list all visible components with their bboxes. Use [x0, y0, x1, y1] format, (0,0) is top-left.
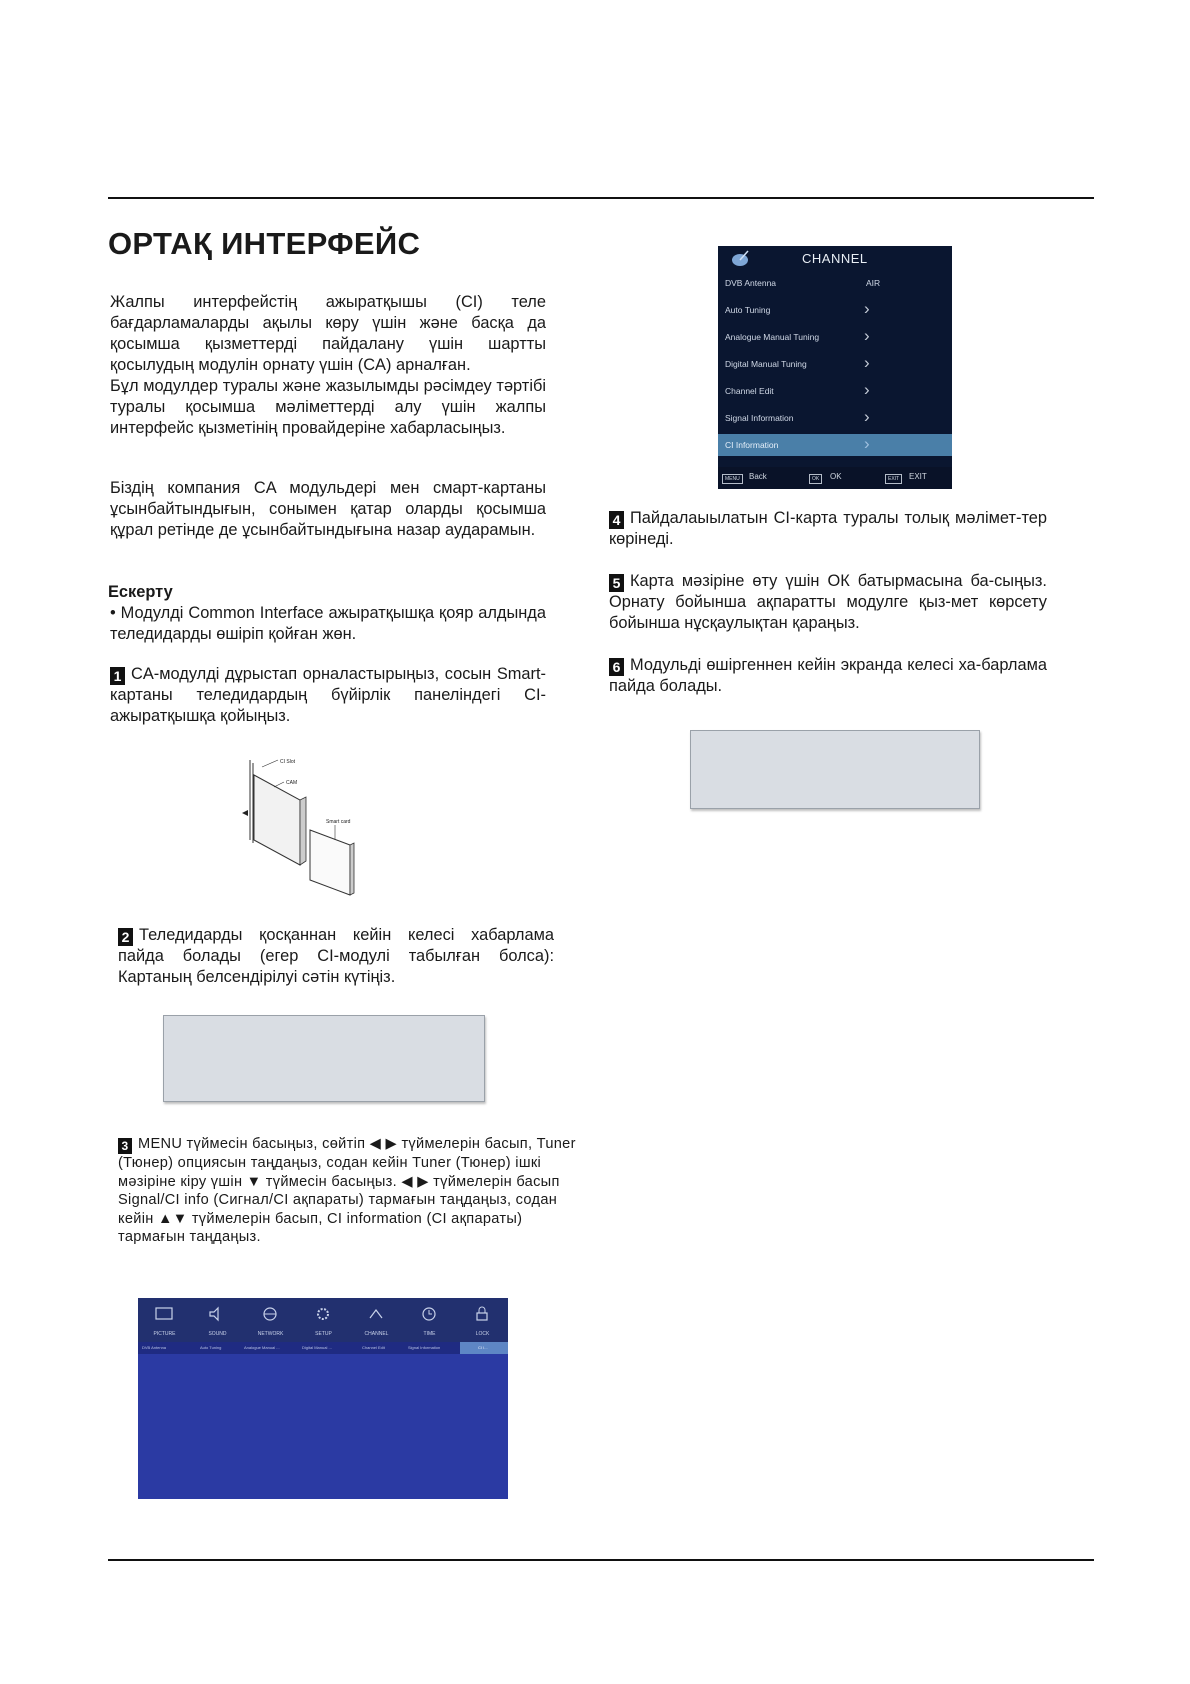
gear-icon: [313, 1306, 333, 1322]
submenu-item[interactable]: Analogue Manual ...: [244, 1345, 280, 1350]
chevron-right-icon: ›: [864, 380, 870, 399]
exit-key-icon: EXIT: [885, 474, 902, 484]
step-4: 4 Пайдалаыылатын CI-карта туралы толық мәлімет-тер көрінеді.: [609, 509, 1047, 548]
channel-menu-footer: [718, 467, 952, 489]
tv-menu-tab-bar: [138, 1298, 508, 1342]
diagram-label-cam: CAM: [286, 780, 298, 786]
chevron-right-icon: ›: [864, 353, 870, 372]
step-1-number: 1: [110, 667, 125, 685]
ok-key-icon: OK: [809, 474, 822, 484]
menu-item-auto-tuning[interactable]: Auto Tuning ›: [725, 299, 870, 318]
step-3-number: 3: [118, 1138, 132, 1154]
globe-icon: [260, 1306, 280, 1322]
menu-key-icon: MENU: [722, 474, 743, 484]
chevron-right-icon: ›: [864, 434, 870, 453]
tv-menu-submenu-bar: [138, 1342, 508, 1354]
channel-menu-header: CHANNEL: [718, 246, 952, 272]
step-2: 2 Теледидарды қосқаннан кейін келесі хабарлама пайда болады (егер CI-модулі табылған болса): Картаның белсендірілуі сәтін күтіңіз.: [118, 926, 554, 986]
tab-sound[interactable]: SOUND: [191, 1298, 244, 1342]
tab-channel[interactable]: CHANNEL: [350, 1298, 403, 1342]
tab-network[interactable]: NETWORK: [244, 1298, 297, 1342]
submenu-item[interactable]: Digital Manual ...: [302, 1345, 332, 1350]
chevron-right-icon: ›: [864, 326, 870, 345]
top-rule: [108, 197, 1094, 199]
step-5-number: 5: [609, 574, 624, 592]
exit-hint[interactable]: EXIT: [909, 472, 927, 481]
tab-setup[interactable]: SETUP: [297, 1298, 350, 1342]
step-6: 6 Модульді өшіргеннен кейін экранда келесі ха-барлама пайда болады.: [609, 656, 1047, 695]
step-4-number: 4: [609, 511, 624, 529]
tab-lock[interactable]: LOCK: [456, 1298, 508, 1342]
diagram-label-ci-slot: CI Slot: [280, 759, 296, 765]
menu-item-dvb-antenna[interactable]: DVB Antenna AIR: [725, 278, 881, 288]
module-removed-message-box: [690, 730, 980, 809]
step-2-number: 2: [118, 928, 133, 946]
tab-picture[interactable]: PICTURE: [138, 1298, 191, 1342]
ok-hint[interactable]: OK: [830, 472, 842, 481]
speaker-icon: [207, 1306, 227, 1322]
lock-icon: [472, 1306, 492, 1322]
note-title: Ескерту: [108, 583, 173, 601]
menu-item-signal-information[interactable]: Signal Information ›: [725, 407, 870, 426]
tv-main-menu-screenshot: [138, 1298, 508, 1499]
ci-module-diagram: [240, 755, 400, 905]
submenu-item[interactable]: CI I...: [478, 1345, 488, 1350]
satellite-icon: [366, 1306, 386, 1322]
step-1: 1 CA-модулді дұрыстап орналастырыңыз, сосын Smart-картаны теледидардың бүйірлік панеліндегі CI-ажыратқышқа қойыңыз.: [110, 665, 546, 725]
submenu-item[interactable]: Auto Tuning: [200, 1345, 222, 1350]
submenu-item[interactable]: Signal Information: [408, 1345, 441, 1350]
satellite-icon: [730, 248, 752, 270]
ci-detected-message-box: [163, 1015, 485, 1102]
intro-paragraph-2: Біздің компания CA модульдері мен смарт-картаны ұсынбайтындығын, сонымен қатар оларды қосымша құрал ретінде де ұсынбайтындығына назар аударамын.: [110, 479, 546, 539]
step-3: 3 MENU түймесін басыңыз, сөйтіп ◀ ▶ түймелерін басып, Tuner (Тюнер) опциясын таңдаңыз, содан кейін Tuner (Тюнер) ішкі мәзіріне кіру үшін ▼ түймесін басыңыз. ◀ ▶ түймелерін басып Signal/CI info (Сигнал/CI ақпараты) тармағын таңдаңыз, содан кейін ▲▼ түймелерін басып, CI information (CI ақпараты) тармағын таңдаңыз.: [118, 1136, 576, 1245]
chevron-right-icon: ›: [864, 299, 870, 318]
picture-icon: [154, 1306, 174, 1322]
submenu-item[interactable]: DVB Antenna: [142, 1345, 167, 1350]
tab-time[interactable]: TIME: [403, 1298, 456, 1342]
menu-item-digital-manual-tuning[interactable]: Digital Manual Tuning ›: [725, 353, 870, 372]
channel-menu-screenshot: [718, 246, 952, 489]
note-text: • Модулді Common Interface ажыратқышқа қояр алдында теледидарды өшіріп қойған жөн.: [110, 604, 546, 643]
diagram-label-smart-card: Smart card: [326, 819, 351, 825]
back-hint[interactable]: Back: [749, 472, 767, 481]
submenu-item[interactable]: Channel Edit: [362, 1345, 385, 1350]
bottom-rule: [108, 1559, 1094, 1561]
page-title: ОРТАҚ ИНТЕРФЕЙС: [108, 226, 421, 261]
clock-icon: [419, 1306, 439, 1322]
step-5: 5 Карта мәзіріне өту үшін ОК батырмасына ба-сыңыз. Орнату бойынша ақпаратты модулге қыз-мет көрсету бойынша нұсқаулықтан қараңыз.: [609, 572, 1047, 632]
chevron-right-icon: ›: [864, 407, 870, 426]
step-6-number: 6: [609, 658, 624, 676]
menu-item-analogue-manual-tuning[interactable]: Analogue Manual Tuning ›: [725, 326, 870, 345]
intro-paragraph-1: Жалпы интерфейстің ажыратқышы (CI) теле бағдарламаларды ақылы көру үшін және басқа да қосымша қызметтерді пайдалану үшін шартты қосылудың модулін орнату үшін (CA) арналған. Бұл модулдер туралы және жазылымды рәсімдеу тәртібі туралы қосымша мәліметтерді алу үшін жалпы интерфейс қызметінің провайдеріне хабарласыңыз.: [110, 293, 546, 437]
menu-item-channel-edit[interactable]: Channel Edit ›: [725, 380, 870, 399]
menu-item-ci-information[interactable]: CI Information ›: [718, 434, 952, 456]
